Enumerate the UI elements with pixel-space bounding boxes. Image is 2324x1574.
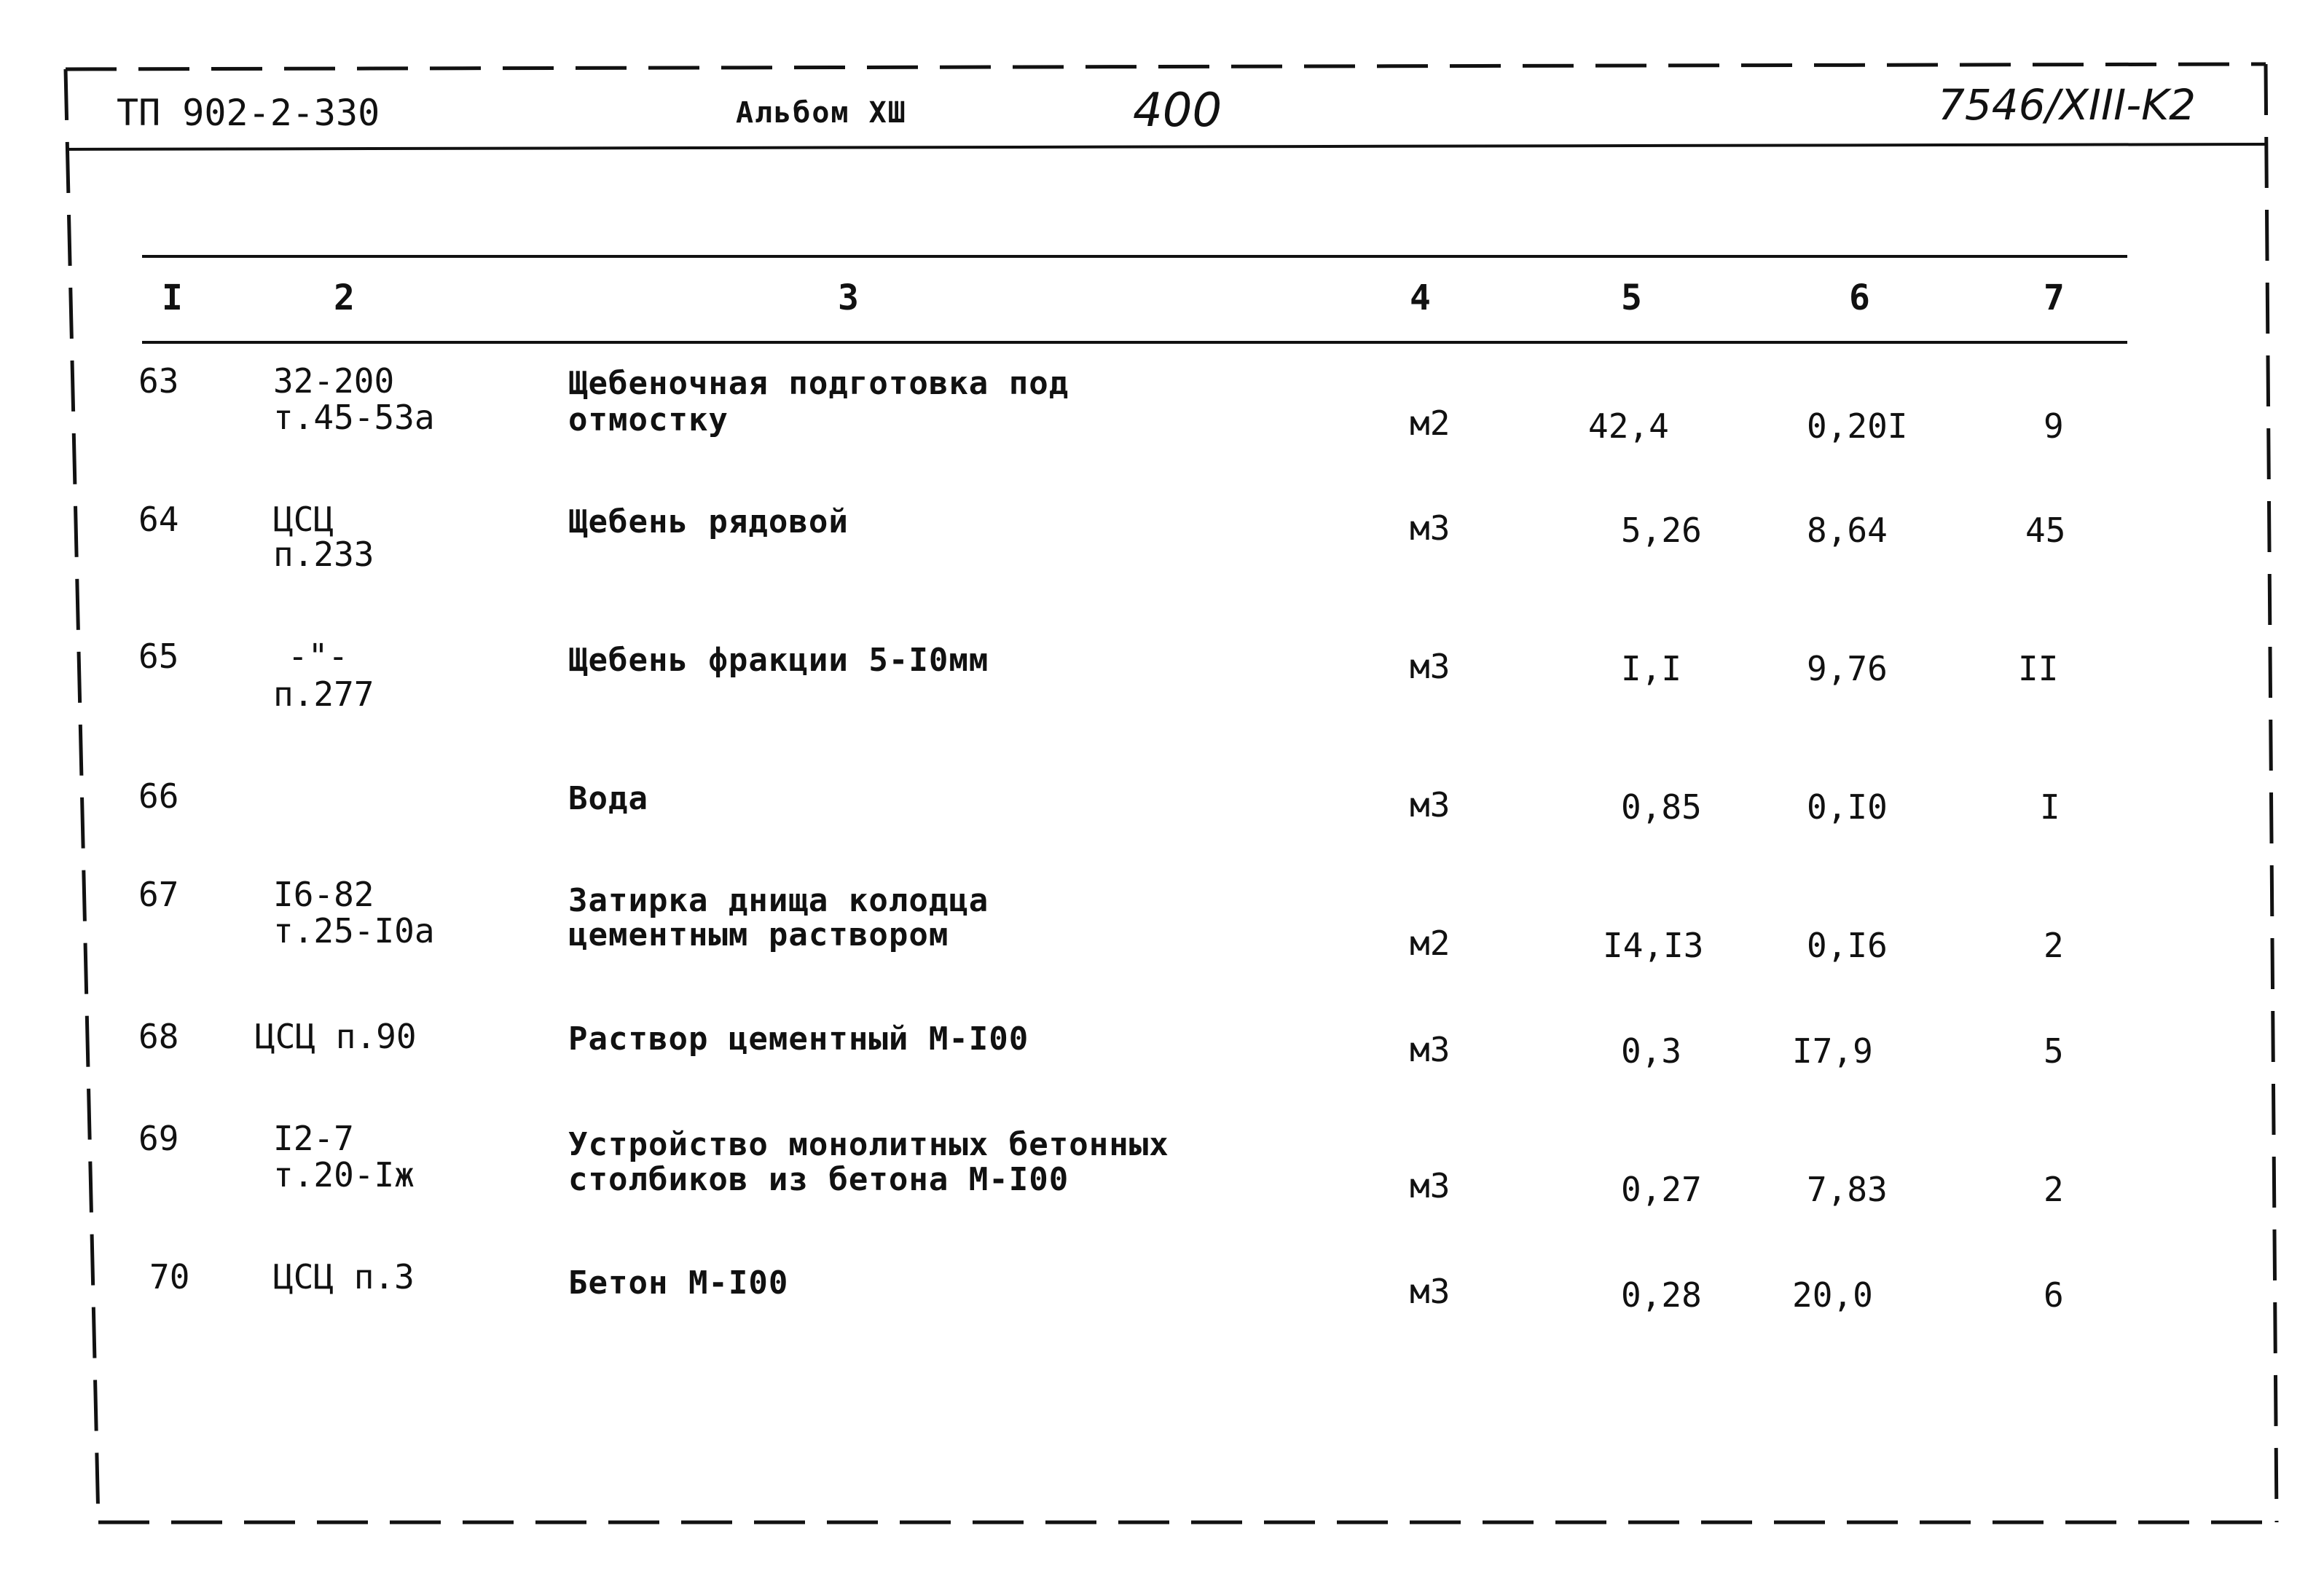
row-67-quantity: I4,I3	[1603, 926, 1704, 965]
row-67-desc-line2: цементным раствором	[568, 916, 949, 953]
column-header-7: 7	[2044, 278, 2065, 318]
row-70-unit: м3	[1410, 1272, 1450, 1311]
row-64-code-line2: п.233	[273, 535, 374, 574]
column-header-6: 6	[1849, 278, 1870, 318]
row-70-quantity: 0,28	[1621, 1275, 1702, 1315]
row-67-code-line1: I6-82	[273, 875, 374, 914]
row-64-total: 45	[2025, 511, 2066, 550]
row-68-number: 68	[138, 1017, 179, 1056]
row-70-total: 6	[2044, 1275, 2064, 1315]
row-69-quantity: 0,27	[1621, 1170, 1702, 1209]
column-header-4: 4	[1410, 278, 1431, 318]
row-65-code-line1: -"-	[288, 637, 349, 676]
row-63-price: 0,20I	[1807, 406, 1908, 446]
row-68-unit: м3	[1410, 1030, 1450, 1069]
row-69-total: 2	[2044, 1170, 2064, 1209]
frame-right-border	[2266, 64, 2277, 1522]
row-63-number: 63	[138, 361, 179, 401]
row-67-number: 67	[138, 875, 179, 914]
row-67-code-line2: т.25-I0а	[273, 911, 435, 951]
row-68-total: 5	[2044, 1031, 2064, 1071]
row-65-quantity: I,I	[1621, 649, 1682, 688]
row-65-code-line2: п.277	[273, 674, 374, 714]
row-67-desc-line1: Затирка днища колодца	[568, 882, 989, 919]
column-header-5: 5	[1621, 278, 1642, 318]
row-66-price: 0,I0	[1807, 787, 1888, 827]
album-label: Альбом ХШ	[736, 96, 907, 130]
row-63-quantity: 42,4	[1588, 406, 1669, 446]
row-65-desc-line1: Щебень фракции 5-I0мм	[568, 642, 989, 679]
row-66-desc-line1: Вода	[568, 780, 648, 817]
row-70-desc-line1: Бетон М-I00	[568, 1264, 789, 1302]
frame-left-border	[66, 69, 98, 1522]
row-68-quantity: 0,3	[1621, 1031, 1682, 1071]
project-code: ТП 902-2-330	[117, 92, 380, 134]
row-69-desc-line2: столбиков из бетона М-I00	[568, 1161, 1069, 1198]
row-64-unit: м3	[1410, 508, 1450, 548]
row-69-code-line1: I2-7	[273, 1119, 354, 1158]
row-65-total: II	[2018, 649, 2059, 688]
header-rule	[66, 144, 2266, 149]
row-66-number: 66	[138, 776, 179, 816]
row-68-desc-line1: Раствор цементный М-I00	[568, 1020, 1029, 1058]
row-66-total: I	[2040, 787, 2060, 827]
row-70-price: 20,0	[1792, 1275, 1873, 1315]
row-67-unit: м2	[1410, 924, 1450, 963]
column-header-1: I	[162, 278, 183, 318]
row-69-number: 69	[138, 1119, 179, 1158]
column-header-3: 3	[838, 278, 859, 318]
row-69-desc-line1: Устройство монолитных бетонных	[568, 1126, 1169, 1163]
row-69-code-line2: т.20-Iж	[273, 1155, 415, 1195]
row-70-code-line1: ЦСЦ п.3	[273, 1257, 415, 1296]
column-header-2: 2	[334, 278, 355, 318]
row-68-price: I7,9	[1792, 1031, 1873, 1071]
row-63-code-line2: т.45-53а	[273, 398, 435, 437]
row-64-code-line1: ЦСЦ	[273, 500, 334, 539]
row-68-code-line1: ЦСЦ п.90	[255, 1017, 417, 1056]
row-64-desc-line1: Щебень рядовой	[568, 503, 849, 540]
row-65-unit: м3	[1410, 647, 1450, 686]
row-69-price: 7,83	[1807, 1170, 1888, 1209]
row-65-price: 9,76	[1807, 649, 1888, 688]
frame-top-border	[66, 64, 2266, 69]
row-63-code-line1: 32-200	[273, 361, 395, 401]
row-63-desc-line2: отмостку	[568, 401, 729, 438]
row-69-unit: м3	[1410, 1166, 1450, 1205]
row-64-price: 8,64	[1807, 511, 1888, 550]
row-67-price: 0,I6	[1807, 926, 1888, 965]
inventory-number: 7546/XIII-K2	[1938, 80, 2197, 130]
row-70-number: 70	[149, 1257, 190, 1296]
row-63-desc-line1: Щебеночная подготовка под	[568, 365, 1069, 402]
row-63-unit: м2	[1410, 404, 1450, 443]
row-66-unit: м3	[1410, 785, 1450, 825]
row-64-number: 64	[138, 500, 179, 539]
row-63-total: 9	[2044, 406, 2064, 446]
row-64-quantity: 5,26	[1621, 511, 1702, 550]
row-65-number: 65	[138, 637, 179, 676]
row-66-quantity: 0,85	[1621, 787, 1702, 827]
row-67-total: 2	[2044, 926, 2064, 965]
page-number: 400	[1133, 84, 1222, 138]
